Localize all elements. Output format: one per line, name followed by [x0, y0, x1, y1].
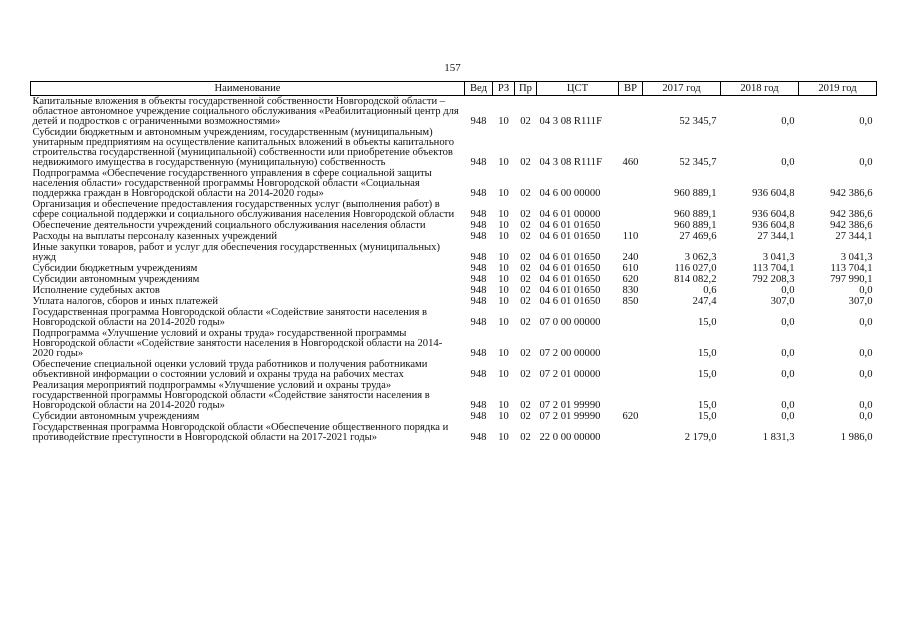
row-pr-cell: 02	[520, 252, 531, 263]
row-cst-cell: 04 6 01 01650	[539, 274, 601, 285]
row-rz-cell: 10	[498, 432, 509, 443]
row-rz-cell: 10	[498, 157, 509, 168]
row-rz-cell: 10	[498, 274, 509, 285]
row-ved-cell: 948	[470, 252, 487, 263]
row-vr-cell	[619, 359, 643, 380]
row-ved-cell: 948	[470, 369, 487, 380]
row-name-cell: Субсидии бюджетным учреждениям	[32, 263, 198, 274]
row-cst-cell: 07 0 00 00000	[539, 317, 601, 328]
row-2019-value: 0,0	[859, 285, 873, 296]
table-row	[31, 422, 877, 443]
row-name-cell: Субсидии автономным учреждениям	[32, 274, 200, 285]
row-cst-cell: 07 2 00 00000	[539, 348, 601, 359]
row-2018-value: 0,0	[781, 348, 795, 359]
row-name-cell: Исполнение судебных актов	[32, 285, 160, 296]
row-2018-value: 792 208,3	[752, 274, 795, 285]
table-row	[31, 359, 877, 380]
row-2017-value: 2 179,0	[684, 432, 717, 443]
row-pr-cell: 02	[520, 263, 531, 274]
row-rz-cell: 10	[498, 369, 509, 380]
row-ved-cell: 948	[470, 116, 487, 127]
row-2017-value: 814 082,2	[674, 274, 717, 285]
row-2018-value: 0,0	[781, 400, 795, 411]
row-cst-cell: 04 6 01 01650	[539, 285, 601, 296]
row-cst-cell: 04 6 01 01650	[539, 220, 601, 231]
row-rz-cell: 10	[498, 400, 509, 411]
row-pr-cell: 02	[520, 411, 531, 422]
row-name-cell: Реализация мероприятий подпрограммы «Улучшение условий и охраны труда» государственной программы Новгородской области «Содействие занятости населения в Новгородской области на 2014-2020 годы»	[32, 380, 430, 411]
row-2017-value: 52 345,7	[679, 116, 717, 127]
row-vr-cell: 240	[622, 252, 639, 263]
row-2019-value: 0,0	[859, 116, 873, 127]
column-header-name: Наименование	[31, 82, 465, 96]
row-pr-cell: 02	[520, 116, 531, 127]
row-vr-cell	[619, 199, 643, 220]
table-row	[31, 263, 877, 274]
row-2018-value: 0,0	[781, 157, 795, 168]
row-2019-value: 797 990,1	[830, 274, 873, 285]
row-2019-value: 942 386,6	[830, 220, 873, 231]
column-header-rz: РЗ	[493, 82, 515, 96]
row-ved-cell: 948	[470, 400, 487, 411]
row-pr-cell: 02	[520, 220, 531, 231]
table-body	[31, 96, 877, 444]
row-2017-value: 247,4	[692, 296, 717, 307]
row-2018-value: 936 604,8	[752, 209, 795, 220]
row-2018-value: 1 831,3	[762, 432, 795, 443]
row-2017-value: 15,0	[697, 400, 717, 411]
row-2019-value: 1 986,0	[840, 432, 873, 443]
row-2018-value: 0,0	[781, 369, 795, 380]
row-name-cell: Государственная программа Новгородской области «Обеспечение общественного порядка и противодействие преступности в Новгородской области на 2017-2021 годы»	[32, 422, 449, 443]
row-2019-value: 0,0	[859, 348, 873, 359]
row-vr-cell	[619, 307, 643, 328]
table-row	[31, 127, 877, 168]
row-pr-cell: 02	[520, 188, 531, 199]
row-vr-cell: 850	[622, 296, 639, 307]
table-row	[31, 168, 877, 199]
row-rz-cell: 10	[498, 252, 509, 263]
row-2019-value: 0,0	[859, 369, 873, 380]
row-ved-cell: 948	[470, 157, 487, 168]
row-name-cell: Обеспечение специальной оценки условий труда работников и получения работниками объективной информации о состоянии условий и охраны труда на рабочих местах	[32, 359, 428, 380]
table-row	[31, 285, 877, 296]
column-header-2018: 2018 год	[721, 82, 799, 96]
row-pr-cell: 02	[520, 317, 531, 328]
row-name-cell: Государственная программа Новгородской области «Содействие занятости населения в Новгородской области на 2014-2020 годы»	[32, 307, 428, 328]
row-vr-cell: 620	[622, 274, 639, 285]
table-row	[31, 411, 877, 422]
row-2019-value: 3 041,3	[840, 252, 873, 263]
row-pr-cell: 02	[520, 296, 531, 307]
table-row	[31, 274, 877, 285]
row-rz-cell: 10	[498, 317, 509, 328]
row-cst-cell: 22 0 00 00000	[539, 432, 601, 443]
row-rz-cell: 10	[498, 116, 509, 127]
row-rz-cell: 10	[498, 231, 509, 242]
table-row	[31, 231, 877, 242]
row-pr-cell: 02	[520, 432, 531, 443]
row-ved-cell: 948	[470, 188, 487, 199]
page-number: 157	[444, 62, 461, 74]
row-2018-value: 936 604,8	[752, 220, 795, 231]
table-row	[31, 242, 877, 263]
row-2019-value: 942 386,6	[830, 209, 873, 220]
row-2019-value: 307,0	[848, 296, 873, 307]
row-2019-value: 27 344,1	[835, 231, 873, 242]
row-vr-cell	[619, 96, 643, 128]
row-rz-cell: 10	[498, 348, 509, 359]
row-2019-value: 0,0	[859, 400, 873, 411]
row-cst-cell: 07 2 01 00000	[539, 369, 601, 380]
row-cst-cell: 04 6 01 01650	[539, 252, 601, 263]
row-2018-value: 113 704,1	[752, 263, 795, 274]
row-vr-cell	[619, 328, 643, 359]
row-2019-value: 113 704,1	[830, 263, 873, 274]
row-vr-cell: 830	[622, 285, 639, 296]
row-pr-cell: 02	[520, 209, 531, 220]
row-cst-cell: 04 3 08 R111F	[539, 157, 602, 168]
row-vr-cell: 460	[622, 157, 639, 168]
row-2019-value: 0,0	[859, 157, 873, 168]
row-rz-cell: 10	[498, 296, 509, 307]
row-2017-value: 960 889,1	[674, 220, 717, 231]
row-2017-value: 15,0	[697, 369, 717, 380]
row-cst-cell: 07 2 01 99990	[539, 411, 601, 422]
row-2019-value: 0,0	[859, 411, 873, 422]
row-2018-value: 27 344,1	[757, 231, 795, 242]
row-cst-cell: 04 6 01 00000	[539, 209, 601, 220]
table-row	[31, 96, 877, 128]
table-row	[31, 380, 877, 411]
row-cst-cell: 04 6 01 01650	[539, 263, 601, 274]
row-vr-cell	[619, 422, 643, 443]
row-2018-value: 0,0	[781, 317, 795, 328]
column-header-ved: Вед	[465, 82, 493, 96]
row-rz-cell: 10	[498, 188, 509, 199]
row-name-cell: Расходы на выплаты персоналу казенных учреждений	[32, 231, 277, 242]
row-2017-value: 15,0	[697, 411, 717, 422]
row-cst-cell: 04 3 08 R111F	[539, 116, 602, 127]
row-2018-value: 0,0	[781, 411, 795, 422]
row-2019-value: 0,0	[859, 317, 873, 328]
column-header-2019: 2019 год	[799, 82, 877, 96]
row-name-cell: Подпрограмма «Улучшение условий и охраны труда» государственной программы Новгородской области «Содействие занятости населения в Новгородской области на 2014-2020 годы»	[32, 328, 443, 359]
row-2019-value: 942 386,6	[830, 188, 873, 199]
row-ved-cell: 948	[470, 209, 487, 220]
row-vr-cell	[619, 220, 643, 231]
row-name-cell: Организация и обеспечение предоставления государственных услуг (выполнения работ) в сфере социальной поддержки и социального обслуживания населения Новгородской области	[32, 199, 455, 220]
row-pr-cell: 02	[520, 274, 531, 285]
row-ved-cell: 948	[470, 231, 487, 242]
table-header	[31, 82, 877, 96]
row-pr-cell: 02	[520, 157, 531, 168]
row-name-cell: Уплата налогов, сборов и иных платежей	[32, 296, 219, 307]
row-2017-value: 116 027,0	[674, 263, 717, 274]
row-ved-cell: 948	[470, 432, 487, 443]
row-2017-value: 960 889,1	[674, 188, 717, 199]
row-rz-cell: 10	[498, 285, 509, 296]
row-ved-cell: 948	[470, 220, 487, 231]
table-row	[31, 328, 877, 359]
table-row	[31, 296, 877, 307]
row-2017-value: 27 469,6	[679, 231, 717, 242]
row-pr-cell: 02	[520, 400, 531, 411]
row-2018-value: 936 604,8	[752, 188, 795, 199]
row-vr-cell	[619, 168, 643, 199]
row-ved-cell: 948	[470, 274, 487, 285]
row-2017-value: 960 889,1	[674, 209, 717, 220]
row-pr-cell: 02	[520, 369, 531, 380]
row-name-cell: Подпрограмма «Обеспечение государственного управления в сфере социальной защиты населения области» государственной программы Новгородской области «Социальная поддержка граждан в Новгородской области на 2014-2020 годы»	[32, 168, 432, 199]
row-rz-cell: 10	[498, 263, 509, 274]
column-header-cst: ЦСТ	[537, 82, 619, 96]
row-ved-cell: 948	[470, 317, 487, 328]
row-2018-value: 307,0	[770, 296, 795, 307]
row-rz-cell: 10	[498, 209, 509, 220]
row-name-cell: Капитальные вложения в объекты государственной собственности Новгородской области – областное автономное учреждение социального обслуживания «Реабилитационный центр для детей и подростков с ограниченными возможностями»	[32, 96, 459, 127]
row-2017-value: 15,0	[697, 348, 717, 359]
table-row	[31, 220, 877, 231]
column-header-pr: Пр	[515, 82, 537, 96]
row-2018-value: 0,0	[781, 285, 795, 296]
row-vr-cell	[619, 380, 643, 411]
row-ved-cell: 948	[470, 348, 487, 359]
row-2017-value: 15,0	[697, 317, 717, 328]
row-ved-cell: 948	[470, 296, 487, 307]
row-rz-cell: 10	[498, 411, 509, 422]
row-pr-cell: 02	[520, 231, 531, 242]
row-name-cell: Иные закупки товаров, работ и услуг для обеспечения государственных (муниципальных) нужд	[32, 242, 440, 263]
row-ved-cell: 948	[470, 263, 487, 274]
row-2018-value: 3 041,3	[762, 252, 795, 263]
row-2018-value: 0,0	[781, 116, 795, 127]
row-pr-cell: 02	[520, 348, 531, 359]
row-pr-cell: 02	[520, 285, 531, 296]
row-vr-cell: 610	[622, 263, 639, 274]
row-2017-value: 52 345,7	[679, 157, 717, 168]
row-2017-value: 0,6	[703, 285, 717, 296]
row-name-cell: Субсидии автономным учреждениям	[32, 411, 200, 422]
row-cst-cell: 04 6 00 00000	[539, 188, 601, 199]
row-name-cell: Субсидии бюджетным и автономным учреждениям, государственным (муниципальным) унитарным предприятиям на осуществление капитальных вложений в объекты капитального строительства государственной (муниципальной) собственности или приобретение объектов недвижимого имущества в государственную (муниципальную) собственность	[32, 127, 454, 168]
row-vr-cell: 110	[622, 231, 639, 242]
row-name-cell: Обеспечение деятельности учреждений социального обслуживания населения области	[32, 220, 426, 231]
row-cst-cell: 04 6 01 01650	[539, 231, 601, 242]
row-vr-cell: 620	[622, 411, 639, 422]
table-row	[31, 307, 877, 328]
row-rz-cell: 10	[498, 220, 509, 231]
row-2017-value: 3 062,3	[684, 252, 717, 263]
budget-table	[30, 81, 877, 443]
row-ved-cell: 948	[470, 285, 487, 296]
row-cst-cell: 04 6 01 01650	[539, 296, 601, 307]
column-header-vr: ВР	[619, 82, 643, 96]
column-header-2017: 2017 год	[643, 82, 721, 96]
row-cst-cell: 07 2 01 99990	[539, 400, 601, 411]
row-ved-cell: 948	[470, 411, 487, 422]
table-row	[31, 199, 877, 220]
